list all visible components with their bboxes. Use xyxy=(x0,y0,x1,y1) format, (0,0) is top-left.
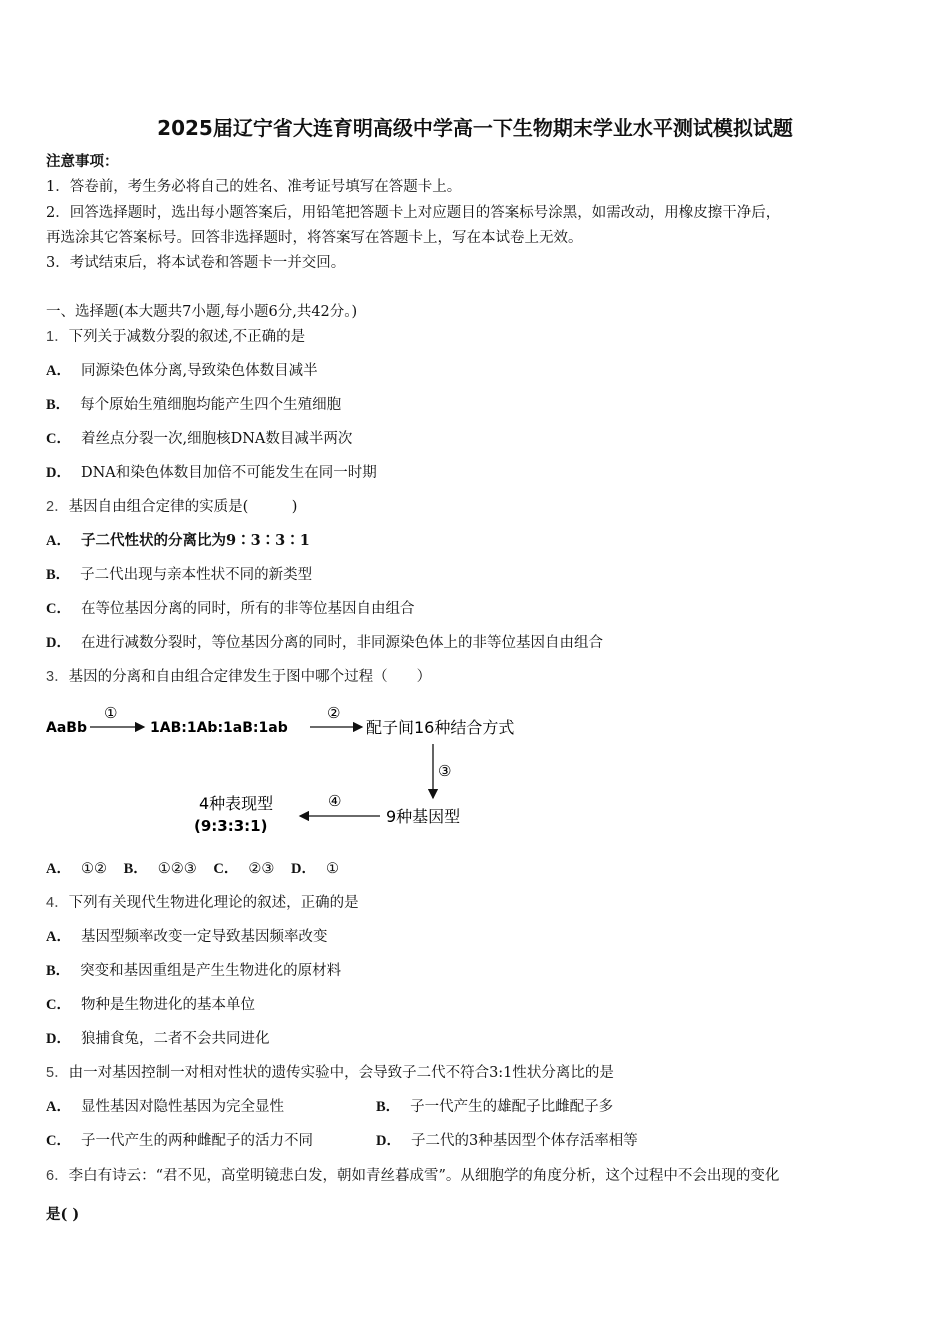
option-label: C． xyxy=(46,601,71,617)
option-text: ①②③ xyxy=(157,861,197,877)
option-label: D． xyxy=(290,861,316,877)
option-label: A． xyxy=(46,929,71,945)
option-text: 突变和基因重组是产生生物进化的原材料 xyxy=(80,963,342,979)
diagram-start: AaBb xyxy=(46,720,87,736)
diagram-combos: 配子间16种结合方式 xyxy=(366,718,515,737)
question-stem: 下列有关现代生物进化理论的叙述，正确的是 xyxy=(68,895,359,911)
option-d xyxy=(46,633,603,653)
question-number: 1． xyxy=(46,329,69,345)
option-text: 子二代的3种基因型个体存活率相等 xyxy=(410,1133,638,1149)
question-2 xyxy=(46,497,297,517)
option-d xyxy=(376,1131,638,1151)
option-text: DNA和染色体数目加倍不可能发生在同一时期 xyxy=(80,465,377,481)
question-number: 5． xyxy=(46,1065,69,1081)
notice-item: 1．答卷前，考生务必将自己的姓名、准考证号填写在答题卡上。 xyxy=(46,179,462,195)
option-text: 同源染色体分离,导致染色体数目减半 xyxy=(80,363,318,379)
answer-choices xyxy=(46,859,339,879)
genetics-flow-diagram xyxy=(44,698,544,842)
option-label: B． xyxy=(46,397,71,413)
option-text: 子一代产生的两种雌配子的活力不同 xyxy=(80,1133,313,1149)
option-text: ①② xyxy=(80,861,107,877)
question-number: 6． xyxy=(46,1168,69,1184)
option-text: 子二代出现与亲本性状不同的新类型 xyxy=(80,567,313,583)
option-text: 基因型频率改变一定导致基因频率改变 xyxy=(80,929,328,945)
option-text: 物种是生物进化的基本单位 xyxy=(80,997,255,1013)
option-label: D． xyxy=(46,1031,71,1047)
option-label: C． xyxy=(46,431,71,447)
option-label: A． xyxy=(46,861,71,877)
diagram-phenotypes: 4种表现型 xyxy=(199,794,274,813)
question-stem: 基因自由组合定律的实质是( ) xyxy=(68,499,298,515)
option-text: 子二代性状的分离比为9∶3∶3∶1 xyxy=(80,532,310,549)
question-5 xyxy=(46,1063,614,1083)
option-label: B． xyxy=(46,963,71,979)
option-text: ① xyxy=(325,861,339,877)
question-3 xyxy=(46,667,431,687)
option-text: 在等位基因分离的同时，所有的非等位基因自由组合 xyxy=(80,601,415,617)
option-b xyxy=(46,961,341,981)
option-a xyxy=(46,1097,284,1117)
option-text: 在进行减数分裂时，等位基因分离的同时，非同源染色体上的非等位基因自由组合 xyxy=(80,635,603,651)
option-a xyxy=(46,927,327,947)
question-stem: 基因的分离和自由组合定律发生于图中哪个过程（ ） xyxy=(68,669,432,685)
option-a xyxy=(46,531,310,551)
question-6 xyxy=(46,1166,779,1186)
page-title: 2025届辽宁省大连育明高级中学高一下生物期末学业水平测试模拟试题 xyxy=(157,116,793,140)
question-4 xyxy=(46,893,359,913)
step-1-label: ① xyxy=(104,704,118,722)
option-b xyxy=(376,1097,613,1117)
step-4-label: ④ xyxy=(328,792,342,810)
option-label: D． xyxy=(376,1133,401,1149)
option-text: 显性基因对隐性基因为完全显性 xyxy=(80,1099,284,1115)
question-1 xyxy=(46,327,305,347)
option-label: D． xyxy=(46,635,71,651)
option-text: 着丝点分裂一次,细胞核DNA数目减半两次 xyxy=(80,431,353,447)
option-c xyxy=(46,599,414,619)
option-label: D． xyxy=(46,465,71,481)
option-text: 狼捕食兔，二者不会共同进化 xyxy=(80,1031,270,1047)
option-c xyxy=(46,995,255,1015)
option-text: ②③ xyxy=(248,861,275,877)
option-label: A． xyxy=(46,533,71,549)
option-text: 每个原始生殖细胞均能产生四个生殖细胞 xyxy=(80,397,342,413)
option-text: 子一代产生的雄配子比雌配子多 xyxy=(410,1099,614,1115)
option-a xyxy=(46,361,318,381)
question-stem: 下列关于减数分裂的叙述,不正确的是 xyxy=(68,329,306,345)
notice-item: 2．回答选择题时，选出每小题答案后，用铅笔把答题卡上对应题目的答案标号涂黑，如需改动，用橡皮擦干净后， xyxy=(46,205,781,221)
notice-item: 3．考试结束后，将本试卷和答题卡一并交回。 xyxy=(46,255,346,271)
option-c xyxy=(46,429,352,449)
diagram-ratio: (9:3:3:1) xyxy=(194,817,268,835)
option-b xyxy=(46,565,312,585)
step-2-label: ② xyxy=(327,704,341,722)
notice-heading: 注意事项： xyxy=(46,153,119,170)
option-label: B． xyxy=(46,567,71,583)
question-number: 3． xyxy=(46,669,69,685)
option-label: B． xyxy=(123,861,148,877)
section-heading: 一、选择题(本大题共7小题,每小题6分,共42分。) xyxy=(46,304,358,320)
notice-item: 再选涂其它答案标号。回答非选择题时，将答案写在答题卡上，写在本试卷上无效。 xyxy=(46,230,583,246)
question-stem: 由一对基因控制一对相对性状的遗传实验中，会导致子二代不符合3:1性状分离比的是 xyxy=(68,1065,614,1081)
question-number: 4． xyxy=(46,895,69,911)
option-label: C． xyxy=(213,861,239,877)
diagram-genotypes: 9种基因型 xyxy=(386,807,461,826)
step-3-label: ③ xyxy=(438,762,452,780)
question-6-continued: 是( ) xyxy=(46,1206,80,1223)
question-number: 2． xyxy=(46,499,69,515)
option-label: C． xyxy=(46,997,71,1013)
option-label: A． xyxy=(46,1099,71,1115)
option-b xyxy=(46,395,341,415)
option-c xyxy=(46,1131,313,1151)
diagram-gametes: 1AB:1Ab:1aB:1ab xyxy=(150,720,288,736)
option-d xyxy=(46,463,377,483)
question-stem: 李白有诗云：“君不见，高堂明镜悲白发，朝如青丝暮成雪”。从细胞学的角度分析，这个过程中不会出现的变化 xyxy=(68,1168,780,1184)
option-d xyxy=(46,1029,269,1049)
option-label: A． xyxy=(46,363,71,379)
option-label: B． xyxy=(376,1099,401,1115)
option-label: C． xyxy=(46,1133,71,1149)
